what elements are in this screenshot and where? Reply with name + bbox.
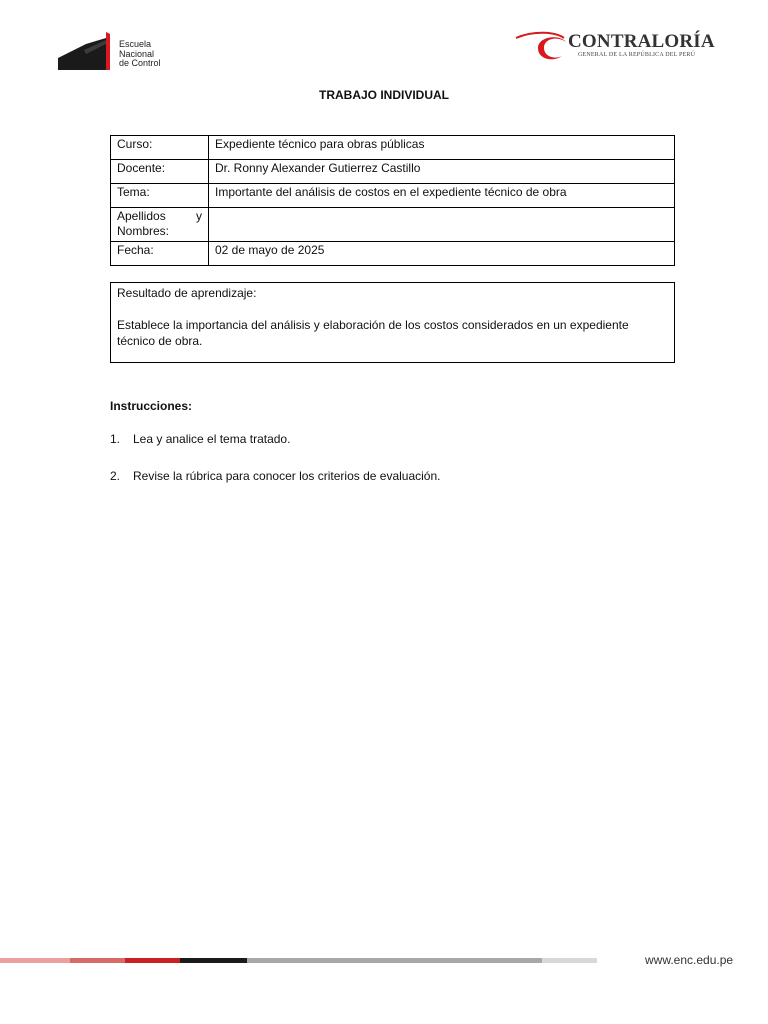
- table-row: [111, 136, 675, 160]
- value-docente: Dr. Ronny Alexander Gutierrez Castillo: [209, 160, 675, 184]
- label-curso: Curso:: [111, 136, 209, 160]
- table-row: [111, 184, 675, 208]
- table-row: [111, 160, 675, 184]
- table-row: [111, 242, 675, 266]
- escuela-nacional-logo-text: Escuela Nacional de Control: [119, 39, 161, 68]
- label-apellidos-nombres: [111, 208, 209, 242]
- footer-color-bar: [180, 958, 247, 963]
- list-item-text: Revise la rúbrica para conocer los criterios de evaluación.: [133, 469, 441, 483]
- list-item-number: 2.: [110, 469, 121, 483]
- footer-color-bar: [542, 958, 597, 963]
- label-tema: Tema:: [111, 184, 209, 208]
- footer-color-bar: [0, 958, 70, 963]
- footer-color-bar: [247, 958, 542, 963]
- list-item-number: 1.: [110, 432, 121, 446]
- learning-result-heading: Resultado de aprendizaje:: [117, 286, 257, 300]
- value-tema: Importante del análisis de costos en el expediente técnico de obra: [209, 184, 675, 208]
- footer-url[interactable]: www.enc.edu.pe: [645, 953, 734, 967]
- label-apellidos: Apellidos: [117, 209, 166, 223]
- list-item: [110, 469, 440, 483]
- list-item: [110, 432, 290, 446]
- footer-color-bar: [125, 958, 180, 963]
- list-item-text: Lea y analice el tema tratado.: [133, 432, 291, 446]
- learning-result-text: Establece la importancia del análisis y elaboración de los costos considerados en un expediente técnico de obra.: [117, 318, 629, 348]
- label-nombres: Nombres:: [117, 224, 170, 238]
- label-y: y: [196, 209, 202, 223]
- document-title: TRABAJO INDIVIDUAL: [318, 88, 449, 102]
- footer-color-bar: [70, 958, 125, 963]
- value-apellidos-nombres: [209, 208, 675, 242]
- info-table: [110, 135, 675, 266]
- contraloria-logo-name: CONTRALORÍA: [568, 31, 715, 52]
- learning-result-box: [110, 282, 675, 363]
- label-docente: Docente:: [111, 160, 209, 184]
- value-curso: Expediente técnico para obras públicas: [209, 136, 675, 160]
- label-fecha: Fecha:: [111, 242, 209, 266]
- table-row: [111, 208, 675, 242]
- contraloria-logo-subtitle: GENERAL DE LA REPÚBLICA DEL PERÚ: [578, 52, 696, 58]
- instructions-title: Instrucciones:: [110, 399, 193, 413]
- value-fecha: 02 de mayo de 2025: [209, 242, 675, 266]
